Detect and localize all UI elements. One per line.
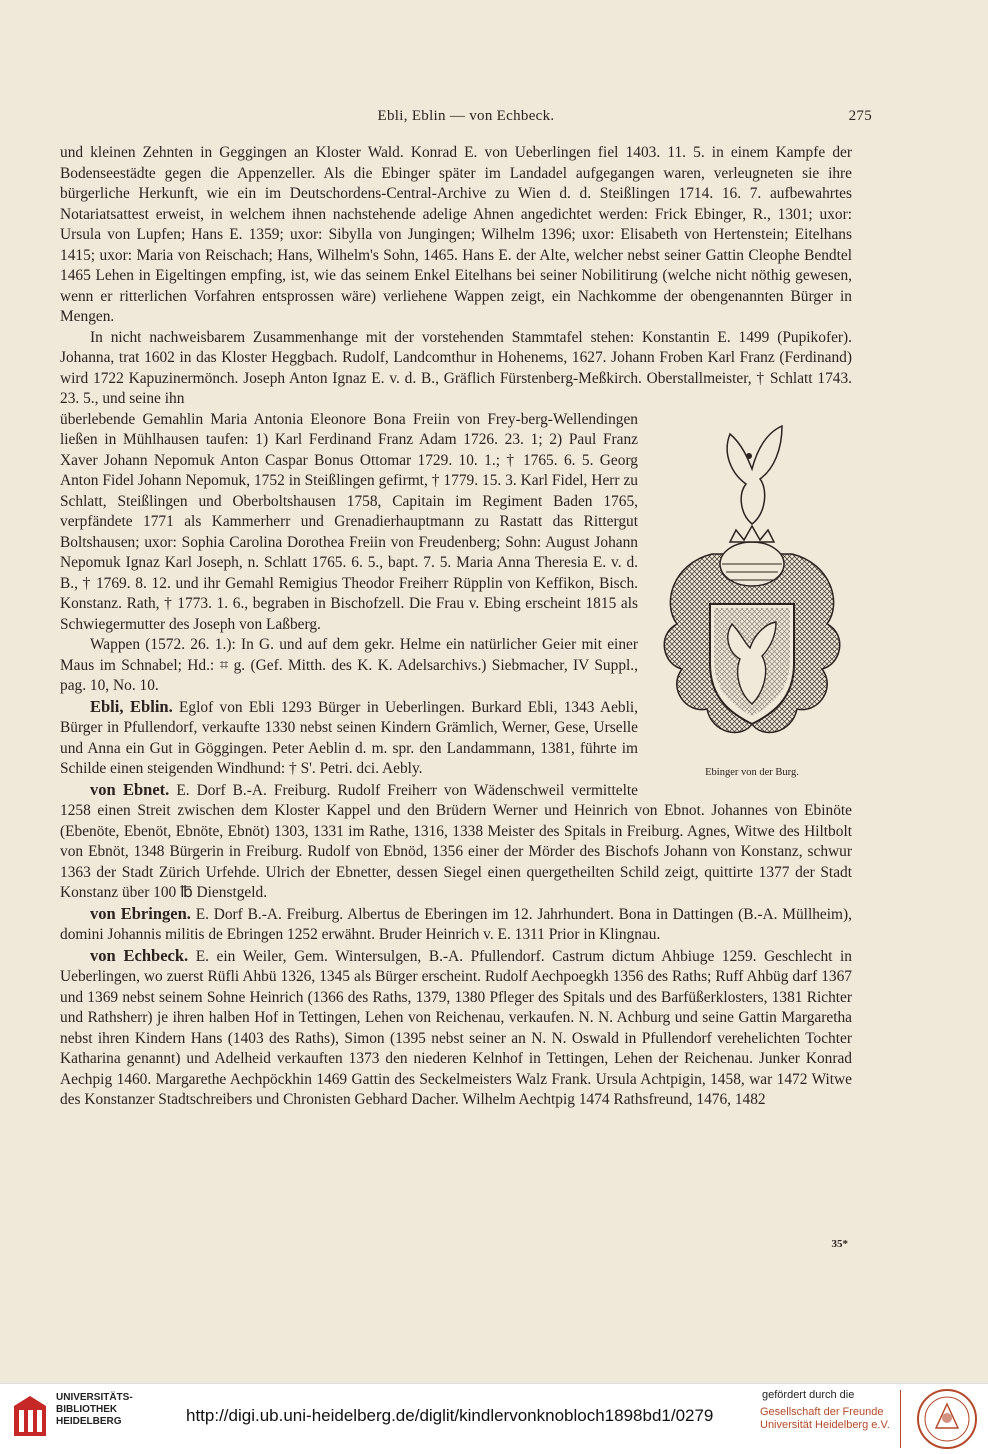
library-name-line1: UNIVERSITÄTS- xyxy=(56,1392,133,1403)
body-text xyxy=(60,143,852,1111)
entry-head-ebnet: von Ebnet. xyxy=(90,779,170,799)
entry-head-echbeck: von Echbeck. xyxy=(90,945,189,965)
library-name-line2: BIBLIOTHEK xyxy=(56,1404,118,1415)
figure-caption: Ebinger von der Burg. xyxy=(705,767,799,778)
paragraph-ebinger-descendants: überlebende Gemahlin Maria Antonia Eleonore Bona Freiin von Frey-berg-Wellendingen ließen in Mühlhausen taufen: 1) Karl Ferdinand Franz Adam 1726. 23. 1; 2) Paul Franz Xaver Johann Nepomuk Anton Caspar Bonus Ottomar 1729. 10. 1.; † 1765. 6. 5. Georg Anton Fidel Johann Nepomuk, 1752 in Steißlingen gefirmt, † 1779. 15. 3. Karl Fidel, Herr zu Schlatt, Steißlingen und Oberboltshausen 1758, Capitain im Regiment Baden 1765, verpfändete 1771 als Kammerherr und Grenadierhauptmann zu Rastatt das Rittergut Boltshausen; uxor: Sophia Carolina Dorothea Freiin von Freudenberg; Sohn: August Johann Nepomuk Ignaz Karl Joseph, n. Schlatt 1765. 6. 5., bapt. 7. 5. Maria Anna Theresia E. v. d. B., † 1769. 8. 12. und ihr Gemahl Remigius Theodor Freiherr Rüpplin von Keffikon, Bisch. Konstanz. Rath, † 1773. 1. 6., begraben in Bischofzell. Die Frau v. Ebing erscheint 1815 als Schwiegermutter des Joseph von Laßberg. xyxy=(60,410,638,633)
university-library-logo-icon[interactable] xyxy=(10,1392,50,1440)
entry-ebringen xyxy=(60,904,852,946)
paragraph-ebinger-unconnected: In nicht nachweisbarem Zusammenhange mit der vorstehenden Stammtafel stehen: Konstantin E. 1499 (Pupikofer). Johanna, trat 1602 in das Kloster Heggbach. Rudolf, Landcomthur in Hohenems, 1627. Johann Froben Karl Franz (Ferdinand) wird 1722 Kapuzinermönch. Joseph Anton Ignaz E. v. d. B., Gräflich Fürstenberg-Meßkirch. Oberstallmeister, † Schlatt 1743. 23. 5., und seine ihn xyxy=(60,328,852,407)
library-name-line3: HEIDELBERG xyxy=(56,1416,122,1427)
entry-text-echbeck: E. ein Weiler, Gem. Wintersulgen, B.-A. Pfullendorf. Castrum dictum Ahbiuge 1259. Geschlecht in Ueberlingen, wo zuerst Rüfli Ahbü 1326, 1345 als Bürger erscheint. Rudolf Aechpoegkh 1356 des Raths; Ruff Ahbüg darf 1367 und 1369 nebst seinem Sohne Heinrich (1366 des Raths, 1379, 1380 Pfleger des Spitals und des Barfüßerklosters, 1381 Richter und Rathsherr) je ihren halben Hof in Tettingen, Lehen von Reichenau, verkaufen. N. N. Achburg und seine Gattin Margaretha nebst ihren Kindern Hans (1403 des Raths), Simon (1395 nebst seiner an N. N. Oswald in Pfullendorf verehelichten Tochter Katharina genannt) und Adelheid verkauften 1373 den niederen Kelnhof in Tettingen, Lehen der Reichenau. Junker Konrad Aechpig 1460. Margarethe Aechpöckhin 1469 Gattin des Seckelmeisters Walz Frank. Ursula Achtpigin, 1458, war 1472 Witwe des Konstanzer Stadtschreibers und Chronisten Gebhard Dacher. Wilhelm Aechtpig 1474 Rathsfreund, 1476, 1482 xyxy=(60,947,852,1108)
paragraph-ebinger-continued: und kleinen Zehnten in Geggingen an Kloster Wald. Konrad E. von Ueberlingen fiel 1403. 11. 5. in einem Kampfe der Bodenseestädte gegen die Appenzeller. Als die Ebinger später im Landadel aufgegangen waren, verleugneten sie ihre bürgerliche Herkunft, wie ein im Deutschordens-Central-Archive zu Wien d. d. Steißlingen 1714. 16. 7. aufbewahrtes Notariatsattest erweist, in welchem ihnen nachstehende adelige Ahnen angedichtet werden: Frick Ebinger, R., 1301; uxor: Ursula von Lupfen; Hans E. 1359; uxor: Sibylla von Jungingen; Wilhelm 1396; uxor: Elisabeth von Hertenstein; Eitelhans 1415; uxor: Maria von Reischach; Hans, Wilhelm's Sohn, 1465. Hans E. der Alte, welcher nebst seiner Gattin Cleophe Bendtel 1465 Lehen in Eigeltingen empfing, ist, wie das seinem Enkel Eitelhans bei seiner Nobilitirung (welche nicht nöthig gewesen, wenn er ritterlichen Vorfahren entsprossen wäre) verliehene Wappen zeigt, ein Nachkomme der obengenannten Bürger in Mengen. xyxy=(60,144,852,325)
footer-bar xyxy=(0,1383,988,1454)
page-number: 275 xyxy=(848,108,872,124)
sponsor-label: gefördert durch die xyxy=(762,1389,855,1401)
running-title: Ebli, Eblin — von Echbeck. xyxy=(377,108,555,124)
society-name-line1: Gesellschaft der Freunde xyxy=(760,1406,884,1418)
footer-divider xyxy=(900,1390,901,1448)
entry-text-ebnet: E. Dorf B.-A. Freiburg. Rudolf Freiherr von Wädenschweil vermittelte 1258 einen Streit zwischen dem Kloster Kappel und den Brüdern Werner und Heinrich von Ebnot. Johannes von Ebinöte (Ebenöte, Ebenöt, Ebnöte, Ebnöt) 1303, 1331 im Rathe, 1316, 1338 Meister des Spitals in Freiburg. Agnes, Witwe des Hiltbolt von Ebnöt, 1348 Bürgerin in Freiburg. Rudolf von Ebnöd, 1356 einer der Mörder des Bischofs Johann von Konstanz, schwur 1363 der Stadt Zürich Urfehde. Ulrich der Ebnetter, dessen Siegel einen quergetheilten Schild zeigt, quittirte 1377 der Stadt Konstanz über 100 ℔ Dienstgeld. xyxy=(60,781,852,901)
library-name[interactable] xyxy=(56,1392,133,1428)
entry-head-ebli: Ebli, Eblin. xyxy=(90,696,173,716)
entry-ebnet xyxy=(60,780,852,904)
paragraph-ebinger-arms: Wappen (1572. 26. 1.): In G. und auf dem gekr. Helme ein natürlicher Geier mit einer Maus im Schnabel; Hd.: ⌗ g. (Gef. Mitth. des K. K. Adelsarchivs.) Siebmacher, IV Suppl., pag. 10, No. 10. xyxy=(60,636,638,694)
entry-head-ebringen: von Ebringen. xyxy=(90,903,191,923)
entry-echbeck xyxy=(60,946,852,1111)
society-name[interactable] xyxy=(760,1406,890,1432)
signature-mark: 35* xyxy=(831,1238,848,1250)
entry-text-ebli: Eglof von Ebli 1293 Bürger in Ueberlingen. Burkard Ebli, 1343 Aebli, Bürger in Pfullendorf, verkaufte 1330 nebst seinen Kindern Grämlich, Werner, Gese, Urselle und Anna ein Gut in Göggingen. Peter Aeblin d. m. spr. den Landammann, 1381, führte im Schilde einen steigenden Windhund: † S'. Petri. dci. Aebly. xyxy=(60,698,638,777)
coat-of-arms-image xyxy=(652,414,852,764)
entry-text-ebringen: E. Dorf B.-A. Freiburg. Albertus de Eberingen im 12. Jahrhundert. Bona in Dattingen (B.-A. Müllheim), domini Johannis militis de Ebringen 1252 erwähnt. Bruder Heinrich v. E. 1311 Prior in Klingnau. xyxy=(60,905,852,943)
university-seal-icon xyxy=(914,1388,980,1450)
coat-of-arms-figure xyxy=(652,414,852,784)
permalink-url[interactable]: http://digi.ub.uni-heidelberg.de/diglit/kindlervonknobloch1898bd1/0279 xyxy=(186,1406,714,1425)
society-name-line2: Universität Heidelberg e.V. xyxy=(760,1419,890,1431)
